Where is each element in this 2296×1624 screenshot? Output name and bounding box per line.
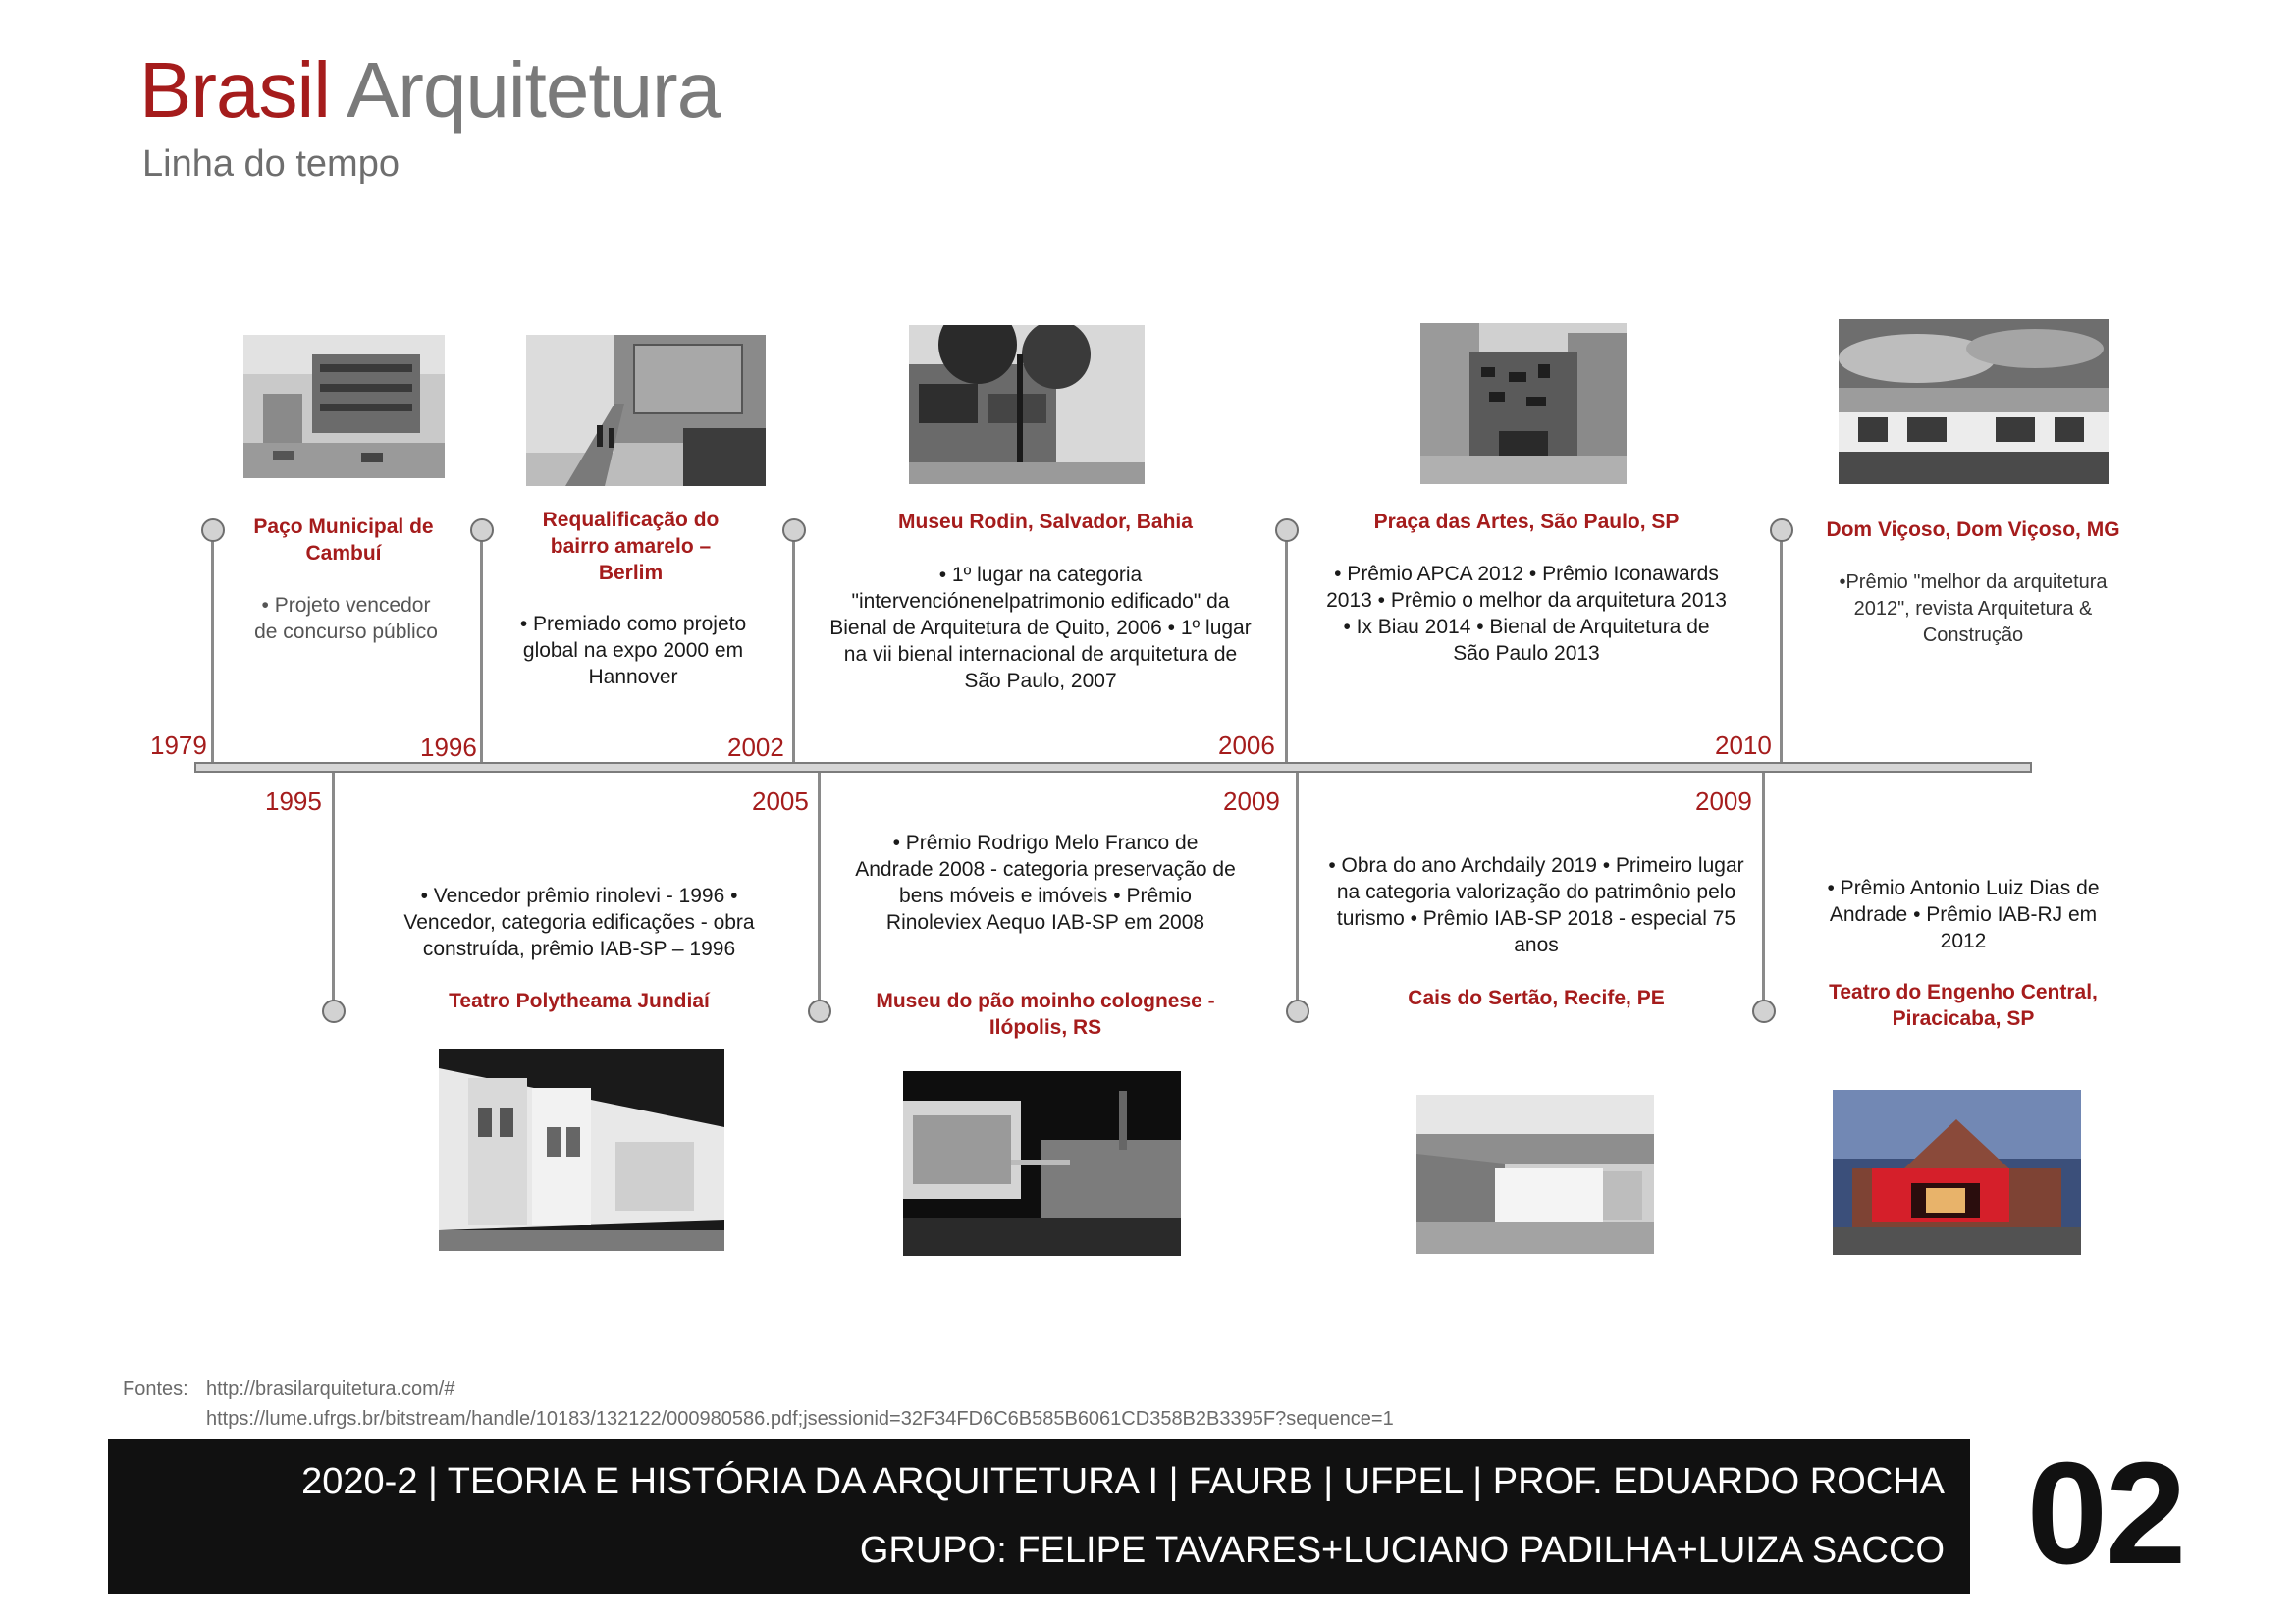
project-description: • Premiado como projeto global na expo 2000 em Hannover [519, 613, 747, 688]
title-brasil: Brasil [139, 46, 331, 134]
year-label: 2005 [752, 786, 809, 816]
timeline-node [1770, 518, 1793, 542]
project-title: Teatro Polytheama Jundiaí [449, 990, 710, 1012]
photo-cais-do-sertao [1416, 1095, 1654, 1254]
photo-museu-rodin [909, 325, 1145, 484]
project-title: Dom Viçoso, Dom Viçoso, MG [1826, 518, 2120, 541]
page-number: 02 [2026, 1433, 2185, 1595]
photo-dom-vicoso [1839, 319, 2109, 484]
year-label: 2009 [1223, 786, 1280, 816]
source-link-2[interactable]: https://lume.ufrgs.br/bitstream/handle/10183/132122/000980586.pdf;jsessionid=32F34FD6C6B585B6061CD358B2B3395F?sequence=1 [206, 1408, 1394, 1430]
project-description: • Prêmio Rodrigo Melo Franco de Andrade 2008 - categoria preservação de bens móveis e imóveis • Prêmio Rinoleviex Aequo IAB-SP em 2008 [855, 832, 1236, 934]
timeline-node [808, 1000, 831, 1023]
year-label: 1996 [420, 732, 477, 762]
photo-museu-do-pao [903, 1071, 1181, 1256]
sources-label: Fontes: [123, 1379, 188, 1400]
year-label: 2010 [1715, 731, 1772, 760]
year-label: 2002 [727, 732, 784, 762]
project-description: • Prêmio Antonio Luiz Dias de Andrade • Prêmio IAB-RJ em 2012 [1827, 877, 2100, 952]
photo-paco-municipal [243, 335, 445, 478]
project-title: Requalificação do bairro amarelo – Berlim [542, 509, 720, 584]
title-arquitetura: Arquitetura [346, 46, 721, 134]
project-description: • Obra do ano Archdaily 2019 • Primeiro lugar na categoria valorização do patrimônio pelo turismo • Prêmio IAB-SP 2018 - especial 75 anos [1328, 854, 1744, 956]
project-description: • 1º lugar na categoria "intervenciónenelpatrimonio edificado" da Bienal de Arquitetura de Quito, 2006 • 1º lugar na vii bienal internacional de arquitetura de São Paulo, 2007 [829, 564, 1252, 692]
timeline-node [1286, 1000, 1309, 1023]
footer-course-line: 2020-2 | TEORIA E HISTÓRIA DA ARQUITETURA I | FAURB | UFPEL | PROF. EDUARDO ROCHA [301, 1461, 1945, 1502]
timeline-node [470, 518, 494, 542]
project-description: • Prêmio APCA 2012 • Prêmio Iconawards 2013 • Prêmio o melhor da arquitetura 2013 • Ix Biau 2014 • Bienal de Arquitetura de São Paulo 2013 [1326, 563, 1727, 665]
page-subtitle: Linha do tempo [142, 143, 400, 185]
source-link-1[interactable]: http://brasilarquitetura.com/# [206, 1379, 455, 1400]
year-label: 2006 [1218, 731, 1275, 760]
year-label: 2009 [1695, 786, 1752, 816]
project-title: Teatro do Engenho Central, Piracicaba, SP [1829, 981, 2098, 1030]
photo-teatro-engenho-central [1833, 1090, 2081, 1255]
timeline-node [322, 1000, 346, 1023]
project-title: Museu Rodin, Salvador, Bahia [898, 511, 1193, 533]
project-title: Cais do Sertão, Recife, PE [1408, 987, 1665, 1009]
timeline-node [1752, 1000, 1776, 1023]
project-description: • Projeto vencedor de concurso público [254, 594, 438, 643]
project-title: Paço Municipal de Cambuí [253, 515, 434, 565]
timeline-node [782, 518, 806, 542]
year-label: 1995 [265, 786, 322, 816]
photo-bairro-amarelo [526, 335, 766, 486]
timeline-axis [194, 762, 2032, 773]
footer-bar [108, 1439, 1970, 1594]
timeline-node [201, 518, 225, 542]
footer-group-line: GRUPO: FELIPE TAVARES+LUCIANO PADILHA+LUIZA SACCO [859, 1530, 1945, 1571]
sources [123, 1375, 1394, 1434]
project-description: •Prêmio "melhor da arquitetura 2012", revista Arquitetura & Construção [1839, 571, 2108, 646]
photo-praca-das-artes [1420, 323, 1627, 484]
page-title [139, 46, 721, 134]
timeline-node [1275, 518, 1299, 542]
project-title: Praça das Artes, São Paulo, SP [1373, 511, 1680, 533]
year-label: 1979 [150, 731, 207, 760]
photo-teatro-polytheama [439, 1049, 724, 1251]
project-description: • Vencedor prêmio rinolevi - 1996 • Vencedor, categoria edificações - obra construída, prêmio IAB-SP – 1996 [403, 885, 755, 960]
project-title: Museu do pão moinho colognese - Ilópolis, RS [876, 990, 1215, 1039]
